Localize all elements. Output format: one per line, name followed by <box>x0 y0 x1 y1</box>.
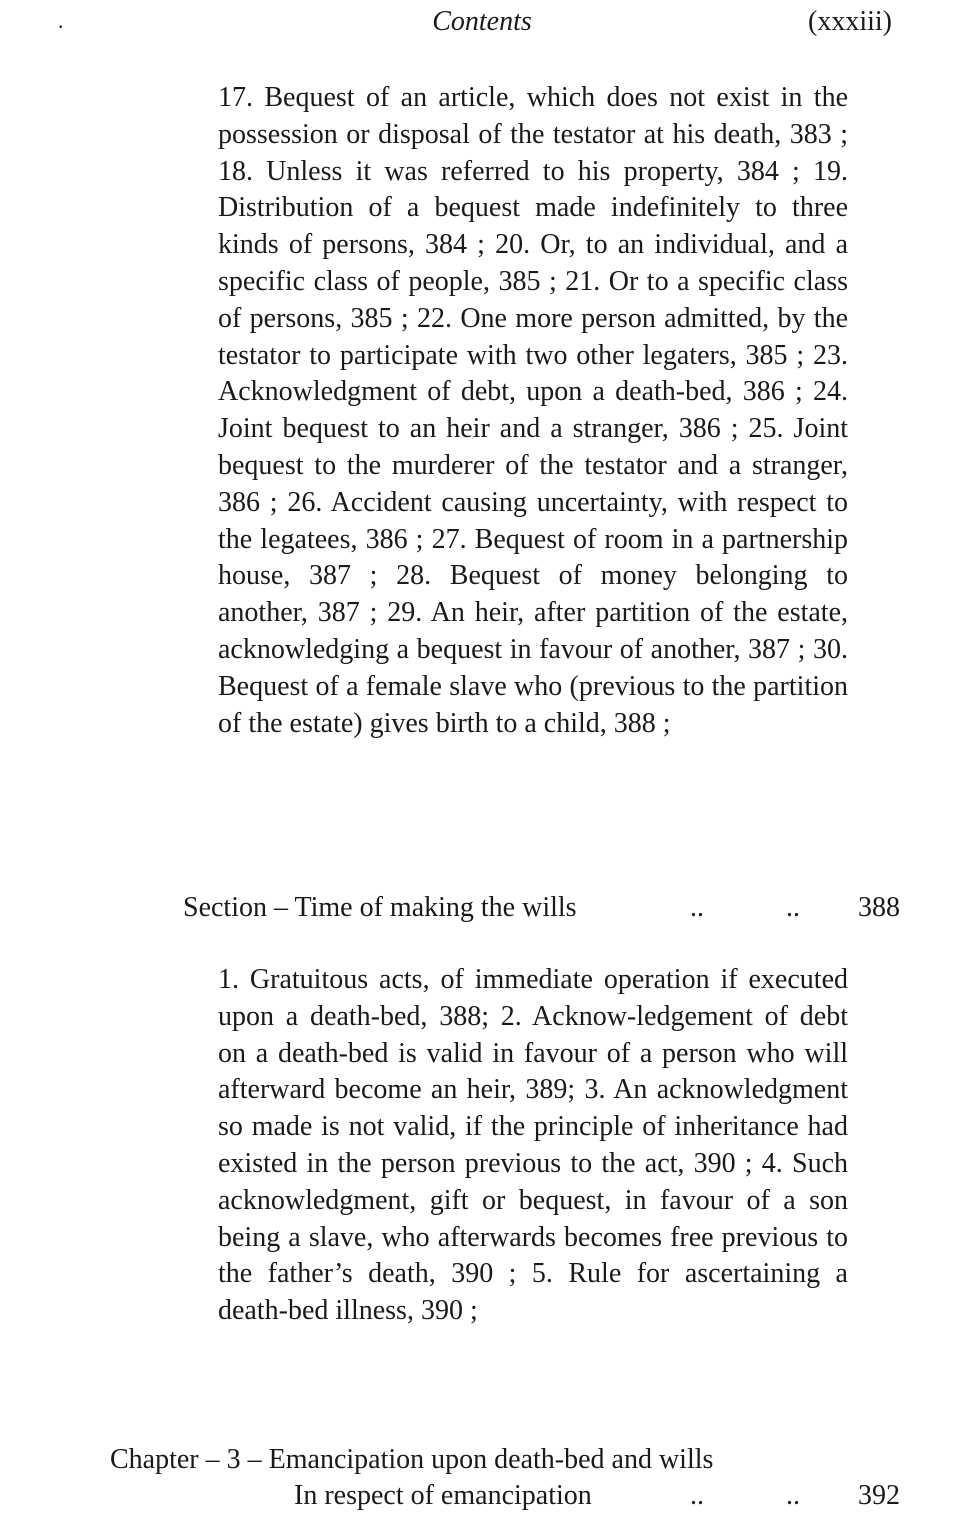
header-mark: . <box>58 8 64 33</box>
chapter-page-number: 392 <box>858 1480 900 1511</box>
leader-dots: .. <box>786 892 800 923</box>
chapter-subheading: In respect of emancipation <box>294 1480 592 1511</box>
section-page-number: 388 <box>858 892 900 923</box>
leader-dots: .. <box>786 1480 800 1511</box>
running-title: Contents <box>432 6 532 37</box>
section-heading: Section – Time of making the wills <box>183 892 577 923</box>
header-page-number: (xxxiii) <box>808 6 892 37</box>
contents-entry-paragraph: 17. Bequest of an article, which does not exist in the possession or disposal of the testator at his death, 383 ; 18. Unless it was referred to his property, 384 ; 19. Distribution of a bequest made indefinitely to three kinds of persons, 384 ; 20. Or, to an individual, and a specific class of people, 385 ; 21. Or to a specific class of persons, 385 ; 22. One more person admitted, by the testator to participate with two other legaters, 385 ; 23. Acknowledgment of debt, upon a death-bed, 386 ; 24. Joint bequest to an heir and a stranger, 386 ; 25. Joint bequest to the murderer of the testator and a stranger, 386 ; 26. Accident causing uncertainty, with respect to the legatees, 386 ; 27. Bequest of room in a partnership house, 387 ; 28. Bequest of money belonging to another, 387 ; 29. An heir, after partition of the estate, acknowledging a bequest in favour of another, 387 ; 30. Bequest of a female slave who (previous to the partition of the estate) gives birth to a child, 388 ; <box>218 82 848 739</box>
leader-dots: .. <box>690 892 704 923</box>
contents-entry-paragraph: 1. Gratuitous acts, of immediate operation if executed upon a death-bed, 388; 2. Acknow-ledgement of debt on a death-bed is valid in favour of a person who will afterward become an heir, 389; 3. An acknowledgment so made is not valid, if the principle of inheritance had existed in the person previous to the act, 390 ; 4. Such acknowledgment, gift or bequest, in favour of a son being a slave, who afterwards becomes free previous to the father’s death, 390 ; 5. Rule for ascertaining a death-bed illness, 390 ; <box>218 964 848 1327</box>
chapter-heading: Chapter – 3 – Emancipation upon death-bed and wills <box>110 1444 714 1475</box>
page-header <box>0 6 960 46</box>
leader-dots: .. <box>690 1480 704 1511</box>
